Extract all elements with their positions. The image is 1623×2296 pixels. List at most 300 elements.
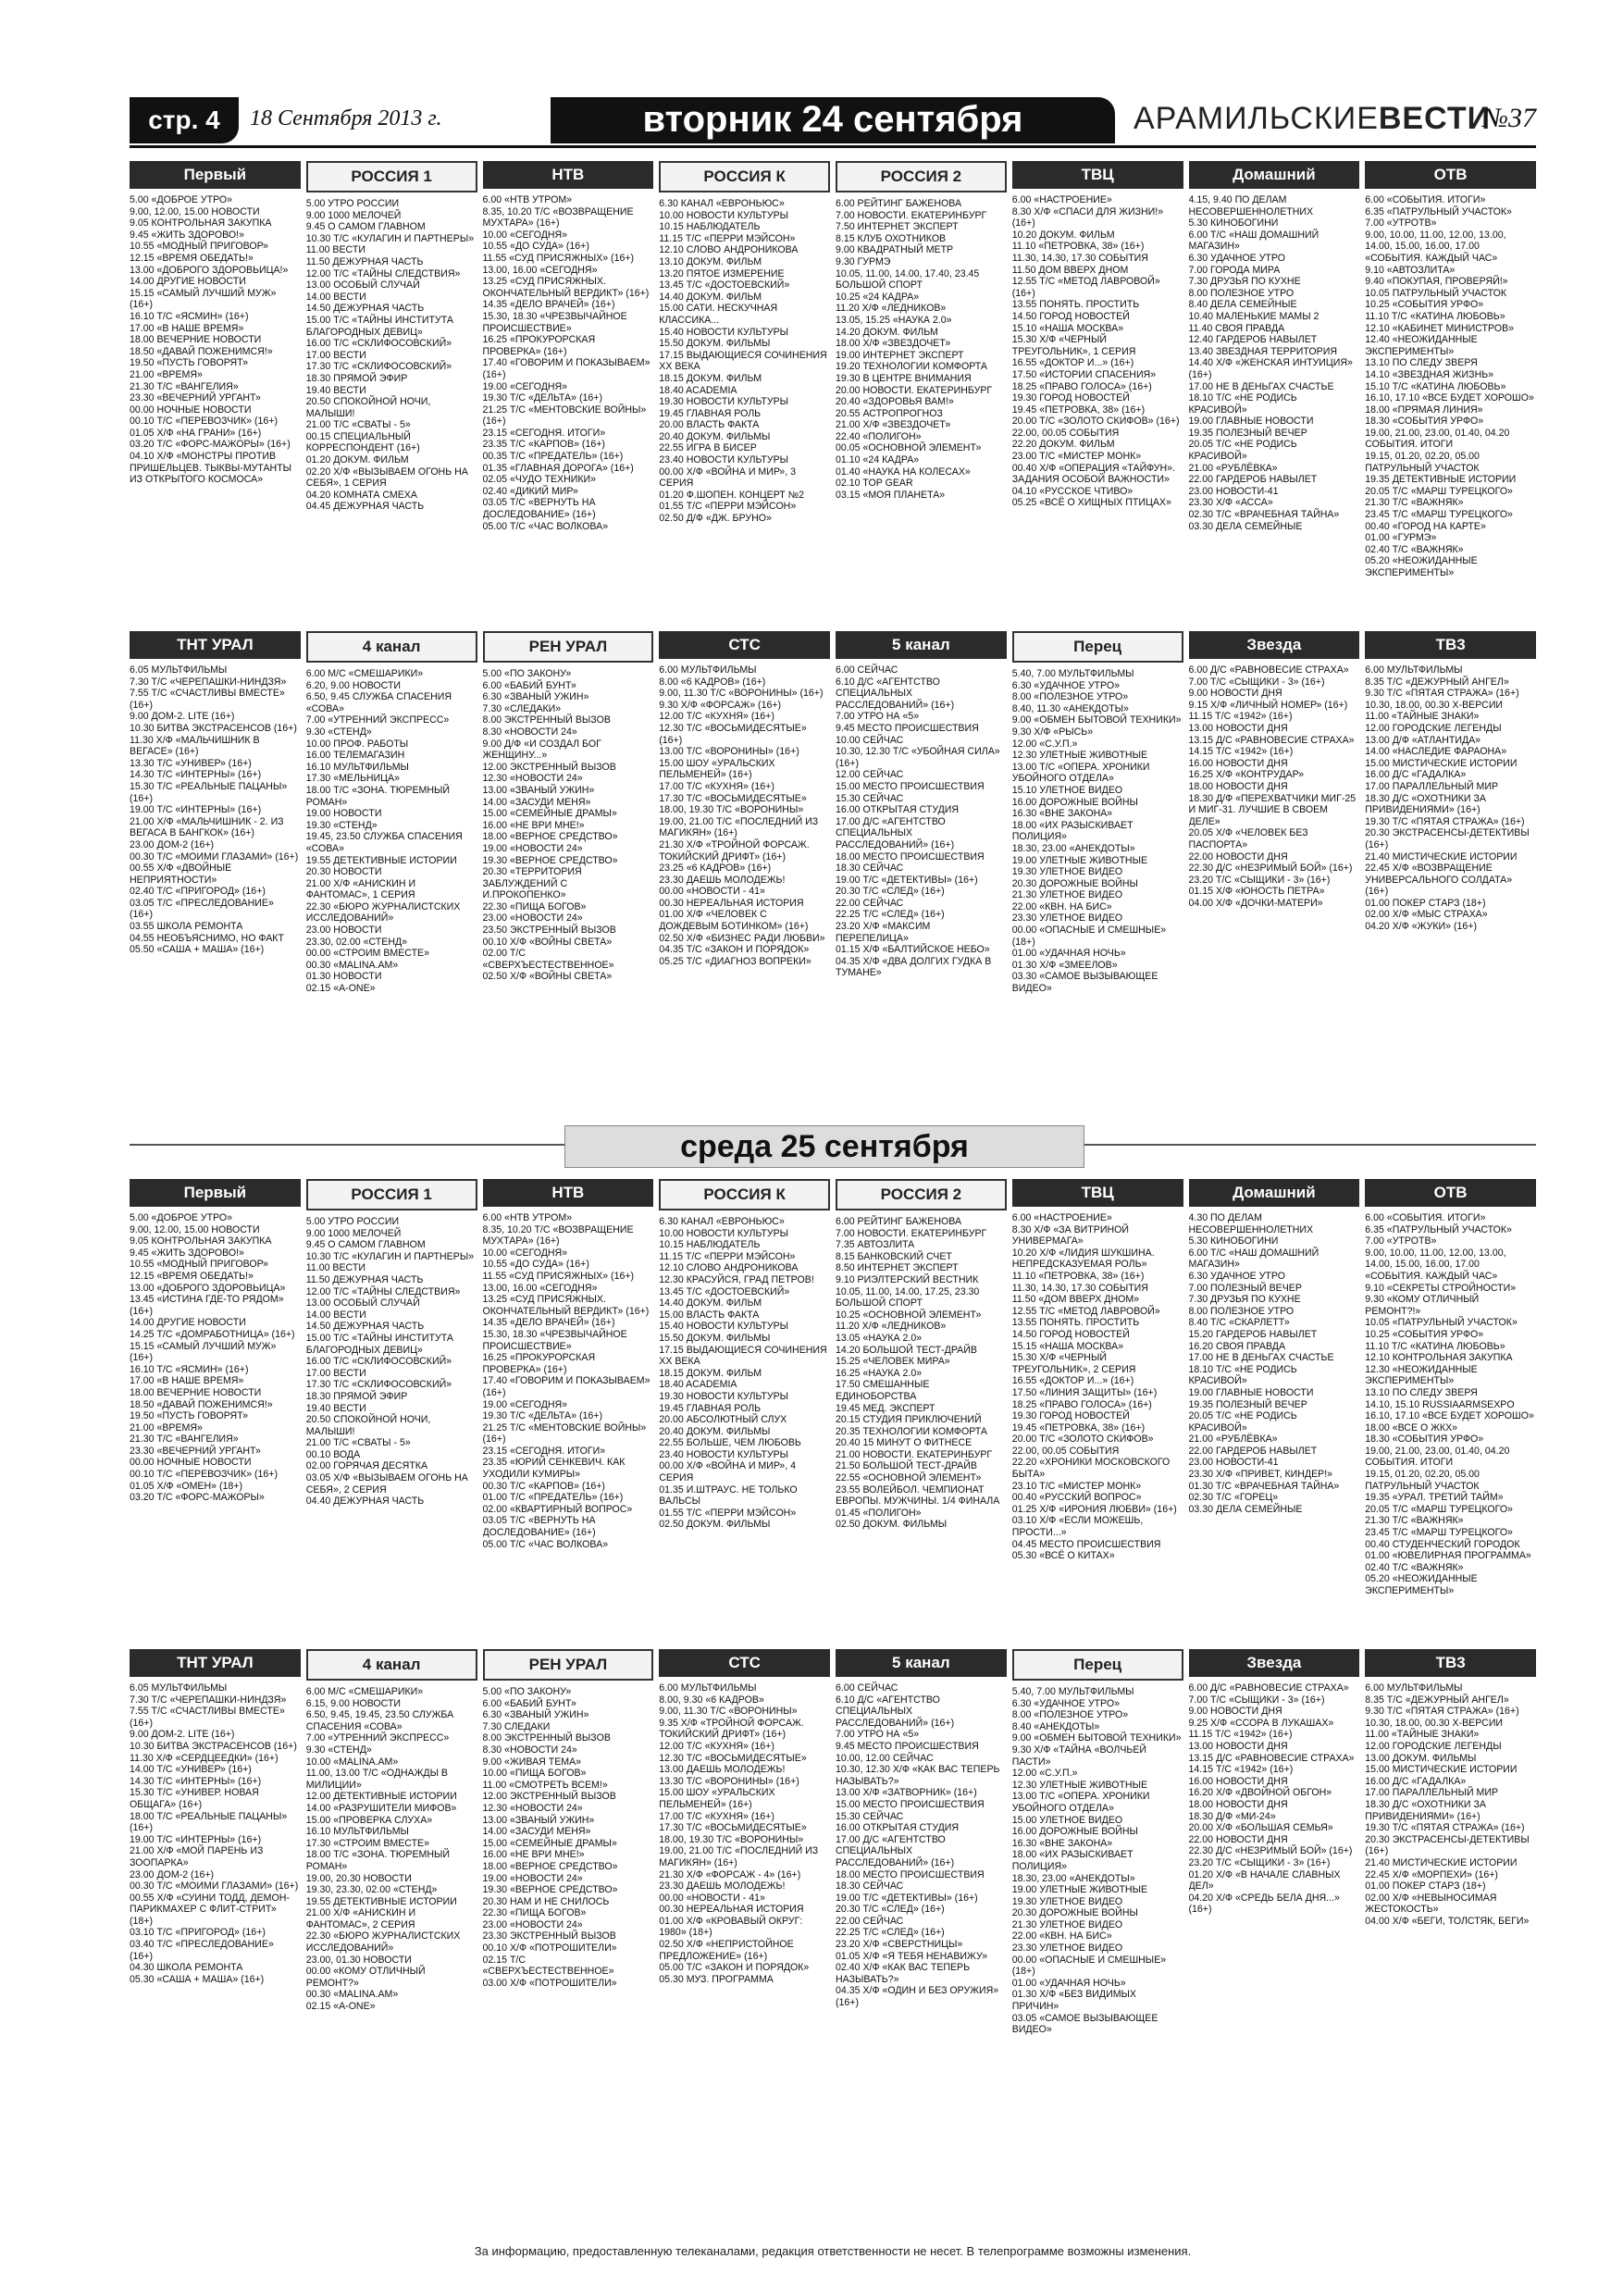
program-item: 15.30 СЕЙЧАС — [836, 792, 904, 804]
program-item: 23.50 ЭКСТРЕННЫЙ ВЫЗОВ — [482, 925, 616, 937]
program-item: 19.30 Т/С «ДЕЛЬТА» (16+) — [482, 392, 602, 404]
program-item: 04.20 Х/Ф «ЖУКИ» (16+) — [1365, 921, 1477, 933]
program-item: 6.00 «БАБИЙ БУНТ» — [482, 1697, 576, 1709]
program-item: 7.00 Т/С «СЫЩИКИ - 3» (16+) — [1188, 676, 1325, 688]
program-item: 6.00 МУЛЬТФИЛЬМЫ — [1365, 664, 1463, 676]
program-item: 19.30 ГОРОД НОВОСТЕЙ — [1011, 1410, 1130, 1422]
program-item: 03.55 ШКОЛА РЕМОНТА — [130, 921, 243, 933]
program-item: 23.40 НОВОСТИ КУЛЬТУРЫ — [659, 1448, 789, 1460]
program-item: 21.30 Х/Ф «ТРОЙНОЙ ФОРСАЖ. ТОКИЙСКИЙ ДРИФТ» (16+) — [659, 838, 810, 863]
channel-logo: Первый — [130, 161, 301, 189]
program-list — [1189, 194, 1360, 532]
program-item: 7.00 НОВОСТИ. ЕКАТЕРИНБУРГ — [836, 209, 987, 221]
program-item: 16.00 ДОРОЖНЫЕ ВОЙНЫ — [1011, 1826, 1138, 1838]
program-item: 11.50 ДЕЖУРНАЯ ЧАСТЬ — [305, 255, 424, 267]
program-item: 17.00 Т/С «КУХНЯ» (16+) — [659, 1810, 774, 1822]
program-item: 19.30 «СТЕНД» — [305, 819, 378, 831]
program-item: 15.30 Т/С «УНИВЕР. НОВАЯ ОБЩАГА» (16+) — [130, 1787, 259, 1810]
program-item: 4.15, 9.40 ПО ДЕЛАМ НЕСОВЕРШЕННОЛЕТНИХ — [1188, 194, 1314, 217]
program-item: 5.00 «ДОБРОЕ УТРО» — [130, 194, 233, 205]
program-item: 20.30 Т/С «СЛЕД» (16+) — [836, 886, 945, 898]
program-item: 14.00 «РАЗРУШИТЕЛИ МИФОВ» — [305, 1802, 457, 1814]
program-item: 02.40 Т/С «ВАЖНЯК» — [1365, 543, 1464, 555]
program-item: 9.00 ДОМ-2. LITE (16+) — [130, 711, 235, 723]
program-item: 7.00 УТРО НА «5» — [836, 1729, 920, 1741]
program-item: 19.55 ДЕТЕКТИВНЫЕ ИСТОРИИ — [305, 854, 457, 866]
program-item: 6.00 МУЛЬТФИЛЬМЫ — [1365, 1682, 1463, 1694]
program-item: 5.30 КИНОБОГИНИ — [1188, 1235, 1279, 1247]
channel-logo: ТВЦ — [1012, 161, 1183, 189]
program-item: 7.00 Т/С «СЫЩИКИ - 3» (16+) — [1188, 1694, 1325, 1706]
program-item: 22.00, 00.05 СОБЫТИЯ — [1011, 1445, 1120, 1457]
program-item: 15.00 МИСТИЧЕСКИЕ ИСТОРИИ — [1365, 757, 1518, 769]
program-item: 02.40 Т/С «ПРИГОРОД» (16+) — [130, 886, 266, 898]
program-item: 15.00 «ПРОВЕРКА СЛУХА» — [305, 1814, 433, 1826]
program-item: 9.45 МЕСТО ПРОИСШЕСТВИЯ — [836, 722, 979, 734]
program-item: 22.00 НОВОСТИ ДНЯ — [1188, 850, 1288, 863]
program-item: 02.00 Т/С «СВЕРХЪЕСТЕСТВЕННОЕ» — [482, 948, 614, 971]
program-item: 18.00 «ИХ РАЗЫСКИВАЕТ ПОЛИЦИЯ» — [1011, 819, 1134, 843]
program-item: 19.00 УЛЕТНЫЕ ЖИВОТНЫЕ — [1011, 1884, 1148, 1896]
program-item: 18.10 Т/С «НЕ РОДИСЬ КРАСИВОЙ» — [1188, 1363, 1297, 1387]
program-item: 15.30 Х/Ф «ЧЕРНЫЙ ТРЕУГОЛЬНИК», 1 СЕРИЯ — [1011, 334, 1136, 357]
program-item: 01.10 «24 КАДРА» — [836, 454, 920, 466]
channel-column — [1189, 161, 1360, 618]
program-item: 00.05 «ОСНОВНОЙ ЭЛЕМЕНТ» — [836, 442, 982, 454]
program-item: 18.00 НОВОСТИ ДНЯ — [1188, 1798, 1288, 1810]
program-item: 7.00 НОВОСТИ. ЕКАТЕРИНБУРГ — [836, 1227, 987, 1239]
channel-logo: РОССИЯ К — [659, 161, 830, 192]
program-item: 03.30 ДЕЛА СЕМЕЙНЫЕ — [1188, 520, 1303, 532]
program-item: 6.00 Т/С «НАШ ДОМАШНИЙ МАГАЗИН» — [1188, 229, 1319, 253]
program-item: 21.00 Т/С «СВАТЫ - 5» — [305, 419, 411, 431]
program-item: 13.05 «НАУКА 2.0» — [836, 1332, 923, 1344]
program-item: 23.00 НОВОСТИ-41 — [1188, 1457, 1279, 1469]
program-item: 9.30 «КОМУ ОТЛИЧНЫЙ РЕМОНТ?!» — [1365, 1294, 1480, 1317]
program-item: 22.30 Д/С «НЕЗРИМЫЙ БОЙ» (16+) — [1188, 863, 1353, 875]
program-item: 14.20 ДОКУМ. ФИЛЬМ — [836, 326, 938, 338]
program-item: 9.00 «ЖИВАЯ ТЕМА» — [482, 1756, 582, 1768]
program-item: 14.25 Т/С «ДОМРАБОТНИЦА» (16+) — [130, 1328, 295, 1340]
program-list — [306, 198, 477, 513]
program-item: 11.00 «СМОТРЕТЬ ВСЕМ!» — [482, 1779, 608, 1791]
program-item: 23.25 «6 КАДРОВ» (16+) — [659, 863, 772, 875]
program-item: 04.35 Х/Ф «ДВА ДОЛГИХ ГУДКА В ТУМАНЕ» — [836, 955, 992, 979]
program-item: 23.30 ДАЕШЬ МОЛОДЕЖЬ! — [659, 1880, 786, 1893]
program-item: 13.00 ДОКУМ. ФИЛЬМЫ — [1365, 1752, 1477, 1764]
program-item: 11.50 ДОМ ВВЕРХ ДНОМ — [1011, 264, 1129, 276]
program-item: 6.30 УДАЧНОЕ УТРО — [1188, 252, 1285, 264]
program-item: 11.00 ВЕСТИ — [305, 1262, 365, 1274]
program-item: 21.00 Х/Ф «АНИСКИН И ФАНТОМАС», 1 СЕРИЯ — [305, 877, 416, 901]
program-item: 9.00, 12.00, 15.00 НОВОСТИ — [130, 1223, 260, 1235]
program-item: 6.30 УДАЧНОЕ УТРО — [1188, 1270, 1285, 1282]
program-item: 05.30 «САША + МАША» (16+) — [130, 1973, 265, 1985]
program-item: 19.35 ПОЛЕЗНЫЙ ВЕЧЕР — [1188, 427, 1307, 439]
program-item: 20.55 АСТРОПРОГНОЗ — [836, 407, 943, 419]
program-item: 9.45 МЕСТО ПРОИСШЕСТВИЯ — [836, 1740, 979, 1752]
program-item: 19.50 «ПУСТЬ ГОВОРЯТ» — [130, 357, 249, 369]
program-item: 19.00, 21.00, 23.00, 01.40, 04.20 СОБЫТИЯ. ИТОГИ — [1365, 1445, 1510, 1469]
program-item: 14.40 ДОКУМ. ФИЛЬМ — [659, 1297, 762, 1309]
program-item: 17.30 «СТРОИМ ВМЕСТЕ» — [305, 1837, 430, 1849]
program-item: 03.20 Т/С «ФОРС-МАЖОРЫ» (16+) — [130, 439, 291, 451]
program-item: 10.30, 18.00, 00.30 X-ВЕРСИИ — [1365, 1717, 1504, 1729]
program-item: 01.30 Х/Ф «БЕЗ ВИДИМЫХ ПРИЧИН» — [1011, 1989, 1136, 2013]
program-item: 17.40 «ГОВОРИМ И ПОКАЗЫВАЕМ» (16+) — [482, 1375, 650, 1398]
program-item: 14.50 ДЕЖУРНАЯ ЧАСТЬ — [305, 303, 425, 315]
program-item: 01.00 «ГУРМЭ» — [1365, 532, 1437, 544]
program-item: 20.40 «ЗДОРОВЬЯ ВАМ!» — [836, 396, 954, 408]
program-item: 9.35 Х/Ф «ТРОЙНОЙ ФОРСАЖ. ТОКИЙСКИЙ ДРИФТ» (16+) — [659, 1717, 804, 1741]
program-item: 15.00 Т/С «ТАЙНЫ ИНСТИТУТА БЛАГОРОДНЫХ ДЕВИЦ» — [305, 1332, 453, 1356]
channel-column — [1365, 161, 1536, 618]
program-item: 8.35 Т/С «ДЕЖУРНЫЙ АНГЕЛ» — [1365, 676, 1509, 688]
program-item: 03.05 Х/Ф «ВЫЗЫВАЕМ ОГОНЬ НА СЕБЯ», 2 СЕРИЯ — [305, 1472, 468, 1496]
program-item: 05.00 Т/С «ЗАКОН И ПОРЯДОК» — [659, 1962, 810, 1974]
program-item: 13.45 «ИСТИНА ГДЕ-ТО РЯДОМ» (16+) — [130, 1294, 284, 1317]
program-item: 12.40 «НЕОЖИДАННЫЕ ЭКСПЕРИМЕНТЫ» — [1365, 334, 1478, 357]
program-item: 10.15 НАБЛЮДАТЕЛЬ — [659, 1239, 761, 1251]
wednesday-row-2 — [130, 1649, 1536, 2130]
program-item: 18.30 СЕЙЧАС — [836, 1880, 904, 1893]
program-item: 13.10 ПО СЛЕДУ ЗВЕРЯ — [1365, 357, 1478, 369]
program-item: 23.20 Х/Ф «СВЕРСТНИЦЫ» — [836, 1939, 963, 1951]
program-item: 8.00 ЭКСТРЕННЫЙ ВЫЗОВ — [482, 1732, 611, 1744]
program-item: 9.25 Х/Ф «ССОРА В ЛУКАШАХ» — [1188, 1717, 1334, 1729]
program-item: 18.00 «ПРЯМАЯ ЛИНИЯ» — [1365, 403, 1483, 416]
program-item: 05.20 «НЕОЖИДАННЫЕ ЭКСПЕРИМЕНТЫ» — [1365, 555, 1478, 578]
program-item: 10.05, 11.00, 14.00, 17.40, 23.45 БОЛЬШОЙ СПОРТ — [836, 267, 980, 292]
program-item: 18.00 ВЕЧЕРНИЕ НОВОСТИ — [130, 1386, 262, 1398]
program-item: 12.10 «КАБИНЕТ МИНИСТРОВ» — [1365, 322, 1515, 334]
program-item: 04.00 Х/Ф «БЕГИ, ТОЛСТЯК, БЕГИ» — [1365, 1915, 1530, 1927]
program-item: 13.00 Д/Ф «АТЛАНТИДА» — [1365, 734, 1481, 746]
program-item: 15.00 МИСТИЧЕСКИЕ ИСТОРИИ — [1365, 1764, 1518, 1776]
program-item: 6.30 «ЗВАНЫЙ УЖИН» — [482, 1709, 589, 1721]
program-item: 5.00 «ПО ЗАКОНУ» — [482, 1686, 572, 1697]
program-item: 18.40 ACADEMIA — [659, 384, 737, 396]
program-item: 14.00 «ЗАСУДИ МЕНЯ» — [482, 796, 591, 808]
program-item: 18.50 «ДАВАЙ ПОЖЕНИМСЯ!» — [130, 345, 273, 357]
program-item: 00.40 «ГОРОД НА КАРТЕ» — [1365, 520, 1486, 532]
program-item: 10.30 БИТВА ЭКСТРАСЕНСОВ (16+) — [130, 1740, 297, 1752]
program-item: 16.10, 17.10 «ВСЕ БУДЕТ ХОРОШО» — [1365, 1410, 1534, 1422]
program-item: 9.00, 10.00, 11.00, 12.00, 13.00, 14.00, 15.00, 16.00, 17.00 «СОБЫТИЯ. КАЖДЫЙ ЧАС» — [1365, 229, 1506, 264]
program-item: 02.50 Х/Ф «НЕПРИСТОЙНОЕ ПРЕДЛОЖЕНИЕ» (16+) — [659, 1939, 794, 1962]
program-item: 11.50 ДЕЖУРНАЯ ЧАСТЬ — [305, 1273, 424, 1285]
program-item: 04.20 Х/Ф «СРЕДЬ БЕЛА ДНЯ...» (16+) — [1188, 1892, 1340, 1916]
program-item: 22.00 «КВН. НА БИС» — [1011, 900, 1112, 912]
program-item: 16.25 «ПРОКУРОРСКАЯ ПРОВЕРКА» (16+) — [482, 1352, 596, 1375]
program-item: 8.00 «ПОЛЕЗНОЕ УТРО» — [1011, 691, 1129, 703]
program-item: 02.40 «ДИКИЙ МИР» — [482, 485, 578, 497]
program-item: 6.50, 9.45, 19.45, 23.50 СЛУЖБА СПАСЕНИЯ «СОВА» — [305, 1709, 454, 1732]
program-item: 12.30 УЛЕТНЫЕ ЖИВОТНЫЕ — [1011, 750, 1148, 762]
program-item: 13.55 ПОНЯТЬ. ПРОСТИТЬ — [1011, 1317, 1140, 1329]
program-item: 18.30, 23.00 «АНЕКДОТЫ» — [1011, 842, 1135, 854]
program-item: 16.00 «НЕ ВРИ МНЕ!» — [482, 819, 585, 831]
program-item: 9.10 «СЕКРЕТЫ СТРОЙНОСТИ» — [1365, 1282, 1517, 1294]
program-item: 11.15 Т/С «ПЕРРИ МЭЙСОН» — [659, 232, 796, 244]
program-item: 6.50, 9.45 СЛУЖБА СПАСЕНИЯ «СОВА» — [305, 691, 452, 714]
program-item: 19.00 «СЕГОДНЯ» — [482, 1398, 568, 1410]
program-item: 9.00, 10.00, 11.00, 12.00, 13.00, 14.00, 15.00, 16.00, 17.00 «СОБЫТИЯ. КАЖДЫЙ ЧАС» — [1365, 1247, 1506, 1282]
program-item: 19.30 УЛЕТНОЕ ВИДЕО — [1011, 866, 1123, 878]
program-item: 19.30 «ВЕРНОЕ СРЕДСТВО» — [482, 1884, 618, 1896]
program-item: 8.40 ДЕЛА СЕМЕЙНЫЕ — [1188, 299, 1297, 311]
program-item: 6.00 Д/С «РАВНОВЕСИЕ СТРАХА» — [1188, 1682, 1349, 1694]
program-item: 9.05 КОНТРОЛЬНАЯ ЗАКУПКА — [130, 217, 272, 230]
channel-column — [130, 631, 301, 1112]
program-item: 05.30 МУЗ. ПРОГРАММА — [659, 1973, 774, 1985]
program-item: 6.00 СЕЙЧАС — [836, 1682, 898, 1694]
channel-column — [306, 1179, 477, 1636]
program-item: 11.20 Х/Ф «ЛЕДНИКОВ» — [836, 303, 947, 315]
program-list — [1365, 1682, 1536, 1927]
program-item: 10.00, 12.00 СЕЙЧАС — [836, 1752, 934, 1764]
program-item: 7.30 ДРУЗЬЯ ПО КУХНЕ — [1188, 1294, 1301, 1306]
program-item: 01.15 Х/Ф «ЮНОСТЬ ПЕТРА» — [1188, 886, 1325, 898]
program-item: 13.15 Д/С «РАВНОВЕСИЕ СТРАХА» — [1188, 1752, 1355, 1764]
program-item: 15.00 «СЕМЕЙНЫЕ ДРАМЫ» — [482, 1837, 617, 1849]
program-item: 10.20 ДОКУМ. ФИЛЬМ — [1011, 229, 1115, 241]
program-item: 14.30 Т/С «ИНТЕРНЫ» (16+) — [130, 769, 262, 781]
program-item: 16.00 Д/С «ГАДАЛКА» — [1365, 1775, 1467, 1787]
program-item: 13.00 ДАЕШЬ МОЛОДЕЖЬ! — [659, 1764, 786, 1776]
program-item: 13.00 ОСОБЫЙ СЛУЧАЙ — [305, 1297, 420, 1309]
program-item: 02.10 TOP GEAR — [836, 478, 913, 490]
program-item: 10.00 «MALINA.AM» — [305, 1756, 399, 1768]
program-item: 6.00 «НАСТРОЕНИЕ» — [1011, 1212, 1112, 1223]
program-item: 16.00 ОТКРЫТАЯ СТУДИЯ — [836, 1822, 960, 1834]
program-item: 13.00 Т/С «ОПЕРА. ХРОНИКИ УБОЙНОГО ОТДЕЛА» — [1011, 761, 1150, 785]
program-item: 17.30 «МЕЛЬНИЦА» — [305, 773, 400, 785]
program-item: 14.15 Т/С «1942» (16+) — [1188, 746, 1294, 758]
program-item: 05.25 Т/С «ДИАГНОЗ ВОПРЕКИ» — [659, 955, 812, 967]
program-item: 14.00 Т/С «УНИВЕР» (16+) — [130, 1764, 252, 1776]
program-item: 19.40 ВЕСТИ — [305, 1402, 366, 1414]
program-item: 10.25 «24 КАДРА» — [836, 291, 920, 303]
program-list — [1012, 1686, 1183, 2036]
program-item: 19.30 ГОРОД НОВОСТЕЙ — [1011, 392, 1130, 404]
program-item: 9.00 НОВОСТИ ДНЯ — [1188, 1706, 1282, 1718]
program-item: 11.10 Т/С «КАТИНА ЛЮБОВЬ» — [1365, 1340, 1505, 1352]
program-item: 10.00 «ПИЩА БОГОВ» — [482, 1768, 587, 1780]
program-item: 10.30, 18.00, 00.30 X-ВЕРСИИ — [1365, 699, 1504, 711]
program-item: 18.00, 19.30 Т/С «ВОРОНИНЫ» — [659, 1833, 804, 1845]
program-item: 8.50 ИНТЕРНЕТ ЭКСПЕРТ — [836, 1262, 959, 1274]
program-item: 11.55 «СУД ПРИСЯЖНЫХ» (16+) — [482, 252, 635, 264]
program-item: 03.15 «МОЯ ПЛАНЕТА» — [836, 489, 946, 501]
program-list — [483, 194, 654, 532]
program-item: 6.05 МУЛЬТФИЛЬМЫ — [130, 664, 228, 676]
program-item: 02.00 Х/Ф «МЫС СТРАХА» — [1365, 909, 1488, 921]
program-item: 00.30 Т/С «МОИМИ ГЛАЗАМИ» (16+) — [130, 850, 299, 863]
program-item: 01.00 «УДАЧНАЯ НОЧЬ» — [1011, 1977, 1126, 1989]
wednesday-row-1 — [130, 1179, 1536, 1636]
program-item: 8.40 «АНЕКДОТЫ» — [1011, 1720, 1100, 1732]
program-item: 20.50 СПОКОЙНОЙ НОЧИ, МАЛЫШИ! — [305, 396, 431, 419]
program-item: 01.35 «ГЛАВНАЯ ДОРОГА» (16+) — [482, 462, 634, 474]
program-item: 14.50 ГОРОД НОВОСТЕЙ — [1011, 1328, 1130, 1340]
program-item: 19.30 Т/С «ПЯТАЯ СТРАЖА» (16+) — [1365, 815, 1525, 827]
program-item: 03.10 Х/Ф «ЕСЛИ МОЖЕШЬ, ПРОСТИ...» — [1011, 1515, 1144, 1539]
program-item: 00.55 Х/Ф «СУИНИ ТОДД, ДЕМОН-ПАРИКМАХЕР С ФЛИТ-СТРИТ» (18+) — [130, 1892, 290, 1927]
program-item: 01.30 Т/С «ВРАЧЕБНАЯ ТАЙНА» — [1188, 1480, 1340, 1492]
program-item: 23.30 ЭКСТРЕННЫЙ ВЫЗОВ — [482, 1930, 616, 1942]
program-item: 20.30 ДОРОЖНЫЕ ВОЙНЫ — [1011, 1907, 1138, 1919]
program-item: 02.15 «A-ONE» — [305, 2001, 376, 2013]
program-list — [1189, 1212, 1360, 1515]
program-item: 19.30 «ВЕРНОЕ СРЕДСТВО» — [482, 854, 618, 866]
program-item: 20.35 ТЕХНОЛОГИИ КОМФОРТА — [836, 1425, 987, 1437]
program-item: 19.50 «ПУСТЬ ГОВОРЯТ» — [130, 1410, 249, 1422]
program-item: 17.00 Д/С «АГЕНТСТВО СПЕЦИАЛЬНЫХ РАССЛЕДОВАНИЙ» (16+) — [836, 815, 955, 850]
channel-logo: РЕН УРАЛ — [483, 631, 654, 663]
program-item: 9.45 «ЖИТЬ ЗДОРОВО!» — [130, 1247, 244, 1259]
program-item: 21.30 Х/Ф «ФОРСАЖ - 4» (16+) — [659, 1868, 801, 1880]
program-item: 19.00 «НОВОСТИ 24» — [482, 1872, 583, 1884]
program-item: 00.40 Х/Ф «ОПЕРАЦИЯ «ТАЙФУН». ЗАДАНИЯ ОСОБОЙ ВАЖНОСТИ» — [1011, 462, 1175, 486]
program-item: 17.00 Т/С «КУХНЯ» (16+) — [659, 780, 774, 792]
program-item: 01.30 НОВОСТИ — [305, 971, 382, 983]
program-item: 18.30 Д/С «ОХОТНИКИ ЗА ПРИВИДЕНИЯМИ» (16+) — [1365, 792, 1486, 816]
program-item: 02.00 ГОРЯЧАЯ ДЕСЯТКА — [305, 1460, 428, 1472]
program-item: 20.30 НОВОСТИ — [305, 866, 382, 878]
program-item: 17.30 Т/С «ВОСЬМИДЕСЯТЫЕ» — [659, 1822, 807, 1834]
channel-logo: ТВЦ — [1012, 1179, 1183, 1207]
program-item: 7.35 АВТОЗЛИТА — [836, 1239, 915, 1251]
program-item: 12.00 ГОРОДСКИЕ ЛЕГЕНДЫ — [1365, 1740, 1502, 1752]
program-item: 8.00 ПОЛЕЗНОЕ УТРО — [1188, 1305, 1295, 1317]
channel-column — [1189, 1179, 1360, 1636]
program-item: 23.55 ВОЛЕЙБОЛ. ЧЕМПИОНАТ ЕВРОПЫ. МУЖЧИНЫ. 1/4 ФИНАЛА — [836, 1483, 1000, 1508]
program-list — [483, 668, 654, 983]
program-item: 13.10 ДОКУМ. ФИЛЬМ — [659, 255, 762, 267]
program-item: 20.30 «ТЕРРИТОРИЯ ЗАБЛУЖДЕНИЙ С И.ПРОКОПЕНКО» — [482, 866, 582, 901]
program-item: 19.00, 20.30 НОВОСТИ — [305, 1872, 412, 1884]
program-item: 20.00 АБСОЛЮТНЫЙ СЛУХ — [659, 1414, 787, 1426]
program-item: 19.00, 21.00 Т/С «ПОСЛЕДНИЙ ИЗ МАГИКЯН» (16+) — [659, 815, 819, 839]
program-item: 12.00 Т/С «КУХНЯ» (16+) — [659, 1740, 774, 1752]
program-item: 16.10, 17.10 «ВСЕ БУДЕТ ХОРОШО» — [1365, 392, 1534, 404]
program-item: 01.05 Х/Ф «Я ТЕБЯ НЕНАВИЖУ» — [836, 1950, 988, 1962]
program-item: 01.25 Х/Ф «ИРОНИЯ ЛЮБВИ» (16+) — [1011, 1503, 1177, 1515]
program-item: 16.10 Т/С «ЯСМИН» (16+) — [130, 1363, 249, 1375]
program-item: 19.45 «ПЕТРОВКА, 38» (16+) — [1011, 1421, 1146, 1433]
issue-number: №37 — [1481, 103, 1536, 133]
program-item: 7.00 «УТРОТВ» — [1365, 1235, 1437, 1247]
program-item: 19.35 ДЕТЕКТИВНЫЕ ИСТОРИИ — [1365, 474, 1517, 486]
channel-logo: Домашний — [1189, 161, 1360, 189]
program-item: 22.00, 00.05 СОБЫТИЯ — [1011, 427, 1120, 439]
program-item: 9.30 Х/Ф «ТАЙНА «ВОЛЧЬЕЙ ПАСТИ» — [1011, 1744, 1147, 1768]
program-item: 23.30 Х/Ф «ПРИВЕТ, КИНДЕР!» — [1188, 1469, 1333, 1481]
program-item: 04.10 Х/Ф «МОНСТРЫ ПРОТИВ ПРИШЕЛЬЦЕВ. ТЫКВЫ-МУТАНТЫ ИЗ ОТКРЫТОГО КОСМОСА» — [130, 451, 292, 486]
program-item: 02.30 Т/С «ГОРЕЦ» — [1188, 1492, 1279, 1504]
program-item: 6.00 «СОБЫТИЯ. ИТОГИ» — [1365, 194, 1486, 205]
logo-main: АРАМИЛЬСКИЕ — [1134, 101, 1379, 136]
program-item: 20.05 Т/С «НЕ РОДИСЬ КРАСИВОЙ» — [1188, 439, 1297, 463]
program-item: 19.00, 21.00 Т/С «ПОСЛЕДНИЙ ИЗ МАГИКЯН» (16+) — [659, 1845, 819, 1868]
channel-column — [483, 1649, 654, 2130]
program-item: 6.00 «СОБЫТИЯ. ИТОГИ» — [1365, 1212, 1486, 1223]
program-item: 01.20 Х/Ф «В НАЧАЛЕ СЛАВНЫХ ДЕЛ» — [1188, 1868, 1341, 1893]
program-item: 11.00 «ТАЙНЫЕ ЗНАКИ» — [1365, 1729, 1480, 1741]
program-item: 04.30 ШКОЛА РЕМОНТА — [130, 1962, 243, 1974]
program-item: 7.00 «УТРОТВ» — [1365, 217, 1437, 230]
program-item: 11.30, 14.30, 17.30 СОБЫТИЯ — [1011, 1282, 1148, 1294]
program-item: 11.15 Т/С «1942» (16+) — [1188, 1729, 1293, 1741]
program-item: 8.30 Х/Ф «СПАСИ ДЛЯ ЖИЗНИ!» (16+) — [1011, 205, 1164, 230]
program-item: 16.25 «ПРОКУРОРСКАЯ ПРОВЕРКА» (16+) — [482, 334, 596, 357]
program-item: 01.35 И.ШТРАУС. НЕ ТОЛЬКО ВАЛЬСЫ — [659, 1483, 798, 1508]
program-item: 19.30 Т/С «ДЕЛЬТА» (16+) — [482, 1410, 602, 1422]
program-item: 15.00 УЛЕТНОЕ ВИДЕО — [1011, 1814, 1123, 1826]
program-item: 21.00 «РУБЛЁВКА» — [1188, 462, 1278, 474]
channel-logo: РОССИЯ К — [659, 1179, 830, 1210]
program-item: 03.05 Т/С «ПРЕСЛЕДОВАНИЕ» (16+) — [130, 897, 274, 921]
program-item: 11.15 Т/С «ПЕРРИ МЭЙСОН» — [659, 1250, 796, 1262]
program-item: 9.10 РИЭЛТЕРСКИЙ ВЕСТНИК — [836, 1273, 979, 1285]
program-item: 23.00 ДОМ-2 (16+) — [130, 1868, 215, 1880]
program-item: 12.00 СЕЙЧАС — [836, 769, 904, 781]
program-item: 02.30 Т/С «ВРАЧЕБНАЯ ТАЙНА» — [1188, 509, 1340, 521]
program-item: 7.30 Т/С «ЧЕРЕПАШКИ-НИНДЗЯ» — [130, 1694, 287, 1706]
program-item: 21.50 БОЛЬШОЙ ТЕСТ-ДРАЙВ — [836, 1460, 977, 1472]
program-item: 22.55 ИГРА В БИСЕР — [659, 442, 757, 454]
program-item: 12.30 «НОВОСТИ 24» — [482, 1802, 583, 1814]
program-item: 16.00 ОТКРЫТАЯ СТУДИЯ — [836, 804, 960, 816]
program-item: 17.50 «ИСТОРИИ СПАСЕНИЯ» — [1011, 368, 1157, 380]
program-item: 16.25 Х/Ф «КОНТРУДАР» — [1188, 769, 1304, 781]
program-item: 11.15 Т/С «1942» (16+) — [1188, 711, 1293, 723]
program-item: 8.00 ЭКСТРЕННЫЙ ВЫЗОВ — [482, 714, 611, 726]
program-item: 12.00 Т/С «ТАЙНЫ СЛЕДСТВИЯ» — [305, 267, 461, 279]
program-item: 12.55 Т/С «МЕТОД ЛАВРОВОЙ» — [1011, 1305, 1160, 1317]
program-item: 22.40 «ПОЛИГОН» — [836, 430, 922, 442]
program-item: 10.05 ПАТРУЛЬНЫЙ УЧАСТОК — [1365, 287, 1507, 299]
program-item: 12.15 «ВРЕМЯ ОБЕДАТЬ!» — [130, 1270, 254, 1282]
program-item: 12.00 ГОРОДСКИЕ ЛЕГЕНДЫ — [1365, 722, 1502, 734]
program-item: 12.00 «С.У.П.» — [1011, 1768, 1078, 1780]
program-item: 7.30 «СЛЕДАКИ» — [482, 702, 562, 714]
program-list — [659, 198, 830, 525]
program-item: 01.00 Х/Ф «КРОВАВЫЙ ОКРУГ: 1980» (18+) — [659, 1915, 803, 1939]
program-item: 13.55 ПОНЯТЬ. ПРОСТИТЬ — [1011, 299, 1140, 311]
program-item: 9.40 «ПОКУПАЯ, ПРОВЕРЯЙ!» — [1365, 276, 1508, 288]
program-item: 01.20 ДОКУМ. ФИЛЬМ — [305, 454, 409, 466]
program-item: 19.30 В ЦЕНТРЕ ВНИМАНИЯ — [836, 372, 972, 384]
program-item: 15.10 Т/С «КАТИНА ЛЮБОВЬ» — [1365, 380, 1506, 392]
program-item: 20.40 15 МИНУТ О ФИТНЕСЕ — [836, 1437, 973, 1449]
program-item: 18.00 Х/Ф «ЗВЕЗДОЧЕТ» — [836, 338, 951, 350]
program-item: 15.30, 18.30 «ЧРЕЗВЫЧАЙНОЕ ПРОИСШЕСТВИЕ» — [482, 1328, 627, 1352]
program-item: 18.50 «ДАВАЙ ПОЖЕНИМСЯ!» — [130, 1398, 273, 1410]
program-item: 00.00 «СТРОИМ ВМЕСТЕ» — [305, 948, 430, 960]
program-item: 19.00 НОВОСТИ — [305, 808, 382, 820]
program-item: 00.30 Т/С «МОИМИ ГЛАЗАМИ» (16+) — [130, 1880, 299, 1893]
program-item: 14.00 ВЕСТИ — [305, 1309, 366, 1321]
program-item: 18.15 ДОКУМ. ФИЛЬМ — [659, 372, 762, 384]
program-item: 18.00 Т/С «ЗОНА. ТЮРЕМНЫЙ РОМАН» — [305, 1849, 450, 1872]
channel-column — [836, 161, 1007, 618]
program-item: 16.00 Д/С «ГАДАЛКА» — [1365, 769, 1467, 781]
program-item: 16.00 ТЕЛЕМАГАЗИН — [305, 750, 405, 762]
program-item: 00.15 СПЕЦИАЛЬНЫЙ КОРРЕСПОНДЕНТ (16+) — [305, 430, 420, 454]
program-item: 00.00 «КОМУ ОТЛИЧНЫЙ РЕМОНТ?» — [305, 1966, 426, 1989]
